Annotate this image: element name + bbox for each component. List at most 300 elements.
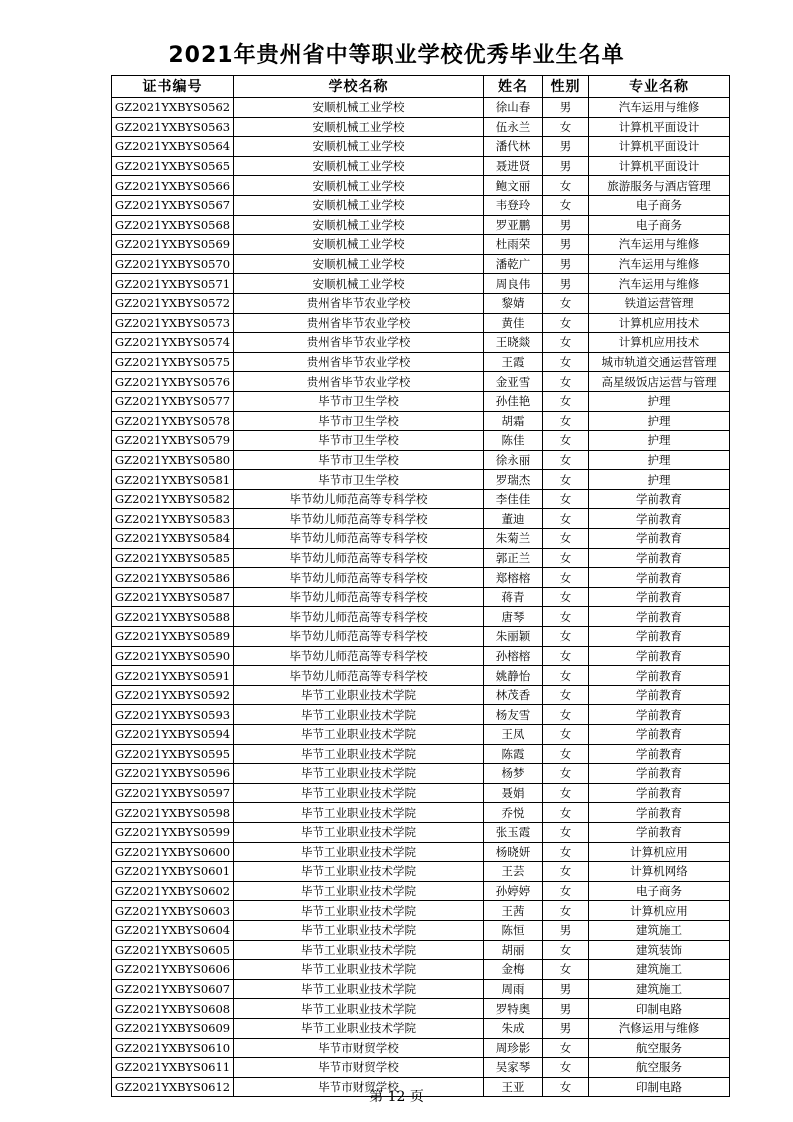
major-cell: 印制电路 [589, 1077, 730, 1097]
school-name-cell: 安顺机械工业学校 [234, 137, 484, 157]
school-name-cell: 安顺机械工业学校 [234, 98, 484, 118]
major-cell: 旅游服务与酒店管理 [589, 176, 730, 196]
cert-number-cell: GZ2021YXBYS0590 [112, 646, 234, 666]
gender-cell: 男 [543, 979, 589, 999]
major-cell: 铁道运营管理 [589, 293, 730, 313]
table-row [112, 803, 730, 823]
student-name-cell: 孙佳艳 [484, 391, 543, 411]
table-row [112, 999, 730, 1019]
school-name-cell: 安顺机械工业学校 [234, 117, 484, 137]
table-row [112, 489, 730, 509]
table-row [112, 156, 730, 176]
page-title: 2021年贵州省中等职业学校优秀毕业生名单 [168, 43, 625, 68]
cert-number-cell: GZ2021YXBYS0567 [112, 195, 234, 215]
student-name-cell: 朱丽颖 [484, 627, 543, 647]
school-name-cell: 毕节市卫生学校 [234, 411, 484, 431]
table-row [112, 117, 730, 137]
major-cell: 计算机网络 [589, 862, 730, 882]
cert-number-cell: GZ2021YXBYS0583 [112, 509, 234, 529]
student-name-cell: 鲍文丽 [484, 176, 543, 196]
cert-number-cell: GZ2021YXBYS0597 [112, 783, 234, 803]
major-cell: 学前教育 [589, 666, 730, 686]
major-cell: 航空服务 [589, 1058, 730, 1078]
cert-number-cell: GZ2021YXBYS0600 [112, 842, 234, 862]
gender-cell: 女 [543, 940, 589, 960]
gender-cell: 女 [543, 607, 589, 627]
major-cell: 汽车运用与维修 [589, 98, 730, 118]
school-name-cell: 毕节幼儿师范高等专科学校 [234, 509, 484, 529]
student-name-cell: 周良伟 [484, 274, 543, 294]
student-name-cell: 朱菊兰 [484, 529, 543, 549]
table-row [112, 725, 730, 745]
student-name-cell: 黄佳 [484, 313, 543, 333]
cert-number-cell: GZ2021YXBYS0579 [112, 431, 234, 451]
gender-cell: 女 [543, 489, 589, 509]
cert-number-cell: GZ2021YXBYS0569 [112, 235, 234, 255]
school-name-cell: 毕节工业职业技术学院 [234, 979, 484, 999]
student-name-cell: 韦登玲 [484, 195, 543, 215]
cert-number-cell: GZ2021YXBYS0586 [112, 568, 234, 588]
table-row [112, 842, 730, 862]
table-row [112, 568, 730, 588]
school-name-cell: 毕节工业职业技术学院 [234, 803, 484, 823]
school-name-cell: 毕节市财贸学校 [234, 1077, 484, 1097]
student-name-cell: 陈霞 [484, 744, 543, 764]
school-name-cell: 毕节工业职业技术学院 [234, 940, 484, 960]
school-name-cell: 毕节工业职业技术学院 [234, 960, 484, 980]
table-row [112, 646, 730, 666]
cert-number-cell: GZ2021YXBYS0612 [112, 1077, 234, 1097]
major-cell: 护理 [589, 450, 730, 470]
cert-number-cell: GZ2021YXBYS0588 [112, 607, 234, 627]
cert-number-cell: GZ2021YXBYS0611 [112, 1058, 234, 1078]
table-row [112, 705, 730, 725]
cert-number-cell: GZ2021YXBYS0575 [112, 352, 234, 372]
gender-cell: 女 [543, 685, 589, 705]
table-row [112, 901, 730, 921]
school-name-cell: 贵州省毕节农业学校 [234, 372, 484, 392]
cert-number-cell: GZ2021YXBYS0585 [112, 548, 234, 568]
major-cell: 印制电路 [589, 999, 730, 1019]
major-cell: 学前教育 [589, 529, 730, 549]
school-name-cell: 毕节工业职业技术学院 [234, 999, 484, 1019]
student-name-cell: 陈佳 [484, 431, 543, 451]
table-row [112, 627, 730, 647]
student-name-cell: 孙榕榕 [484, 646, 543, 666]
school-name-cell: 毕节幼儿师范高等专科学校 [234, 607, 484, 627]
school-name-cell: 毕节幼儿师范高等专科学校 [234, 627, 484, 647]
major-cell: 学前教育 [589, 705, 730, 725]
gender-cell: 女 [543, 960, 589, 980]
major-cell: 建筑装饰 [589, 940, 730, 960]
cert-number-cell: GZ2021YXBYS0591 [112, 666, 234, 686]
gender-cell: 女 [543, 705, 589, 725]
table-row [112, 254, 730, 274]
gender-cell: 女 [543, 313, 589, 333]
student-name-cell: 罗特奥 [484, 999, 543, 1019]
table-row [112, 352, 730, 372]
table-row [112, 509, 730, 529]
gender-cell: 女 [543, 372, 589, 392]
table-row [112, 98, 730, 118]
school-name-cell: 毕节幼儿师范高等专科学校 [234, 568, 484, 588]
cert-number-cell: GZ2021YXBYS0605 [112, 940, 234, 960]
major-cell: 航空服务 [589, 1038, 730, 1058]
student-name-cell: 陈恒 [484, 920, 543, 940]
major-cell: 学前教育 [589, 646, 730, 666]
gender-cell: 女 [543, 529, 589, 549]
student-name-cell: 孙婷婷 [484, 881, 543, 901]
major-cell: 建筑施工 [589, 960, 730, 980]
table-row [112, 450, 730, 470]
cert-number-cell: GZ2021YXBYS0580 [112, 450, 234, 470]
school-name-cell: 毕节工业职业技术学院 [234, 1018, 484, 1038]
student-name-cell: 金梅 [484, 960, 543, 980]
gender-cell: 女 [543, 901, 589, 921]
school-name-cell: 毕节工业职业技术学院 [234, 725, 484, 745]
gender-cell: 男 [543, 137, 589, 157]
table-row [112, 960, 730, 980]
school-name-cell: 毕节工业职业技术学院 [234, 705, 484, 725]
major-cell: 计算机平面设计 [589, 117, 730, 137]
school-name-cell: 毕节工业职业技术学院 [234, 783, 484, 803]
gender-cell: 男 [543, 999, 589, 1019]
gender-cell: 女 [543, 293, 589, 313]
gender-cell: 女 [543, 176, 589, 196]
cert-number-cell: GZ2021YXBYS0578 [112, 411, 234, 431]
gender-cell: 男 [543, 235, 589, 255]
cert-number-cell: GZ2021YXBYS0589 [112, 627, 234, 647]
cert-number-cell: GZ2021YXBYS0587 [112, 587, 234, 607]
student-name-cell: 潘乾广 [484, 254, 543, 274]
student-name-cell: 周雨 [484, 979, 543, 999]
table-row [112, 862, 730, 882]
school-name-cell: 安顺机械工业学校 [234, 176, 484, 196]
cert-number-cell: GZ2021YXBYS0593 [112, 705, 234, 725]
student-name-cell: 郑榕榕 [484, 568, 543, 588]
major-cell: 计算机平面设计 [589, 137, 730, 157]
cert-number-cell: GZ2021YXBYS0577 [112, 391, 234, 411]
student-name-cell: 聂娟 [484, 783, 543, 803]
student-name-cell: 李佳佳 [484, 489, 543, 509]
table-row [112, 235, 730, 255]
table-row [112, 137, 730, 157]
student-name-cell: 徐山春 [484, 98, 543, 118]
major-cell: 学前教育 [589, 685, 730, 705]
gender-cell: 女 [543, 470, 589, 490]
cert-number-cell: GZ2021YXBYS0570 [112, 254, 234, 274]
gender-cell: 女 [543, 411, 589, 431]
student-name-cell: 王晓燚 [484, 333, 543, 353]
student-name-cell: 蒋青 [484, 587, 543, 607]
cert-number-cell: GZ2021YXBYS0572 [112, 293, 234, 313]
table-row [112, 881, 730, 901]
table-row [112, 822, 730, 842]
table-row [112, 470, 730, 490]
school-name-cell: 毕节工业职业技术学院 [234, 822, 484, 842]
gender-cell: 女 [543, 352, 589, 372]
table-row [112, 372, 730, 392]
table-row [112, 685, 730, 705]
student-name-cell: 胡霜 [484, 411, 543, 431]
student-name-cell: 杨梦 [484, 764, 543, 784]
major-cell: 学前教育 [589, 587, 730, 607]
gender-cell: 女 [543, 587, 589, 607]
student-name-cell: 王芸 [484, 862, 543, 882]
table-header-row [112, 76, 730, 98]
major-cell: 学前教育 [589, 509, 730, 529]
cert-number-cell: GZ2021YXBYS0573 [112, 313, 234, 333]
student-name-cell: 金亚雪 [484, 372, 543, 392]
cert-number-cell: GZ2021YXBYS0601 [112, 862, 234, 882]
table-row [112, 195, 730, 215]
major-cell: 护理 [589, 470, 730, 490]
gender-cell: 女 [543, 725, 589, 745]
gender-cell: 男 [543, 156, 589, 176]
school-name-cell: 毕节工业职业技术学院 [234, 685, 484, 705]
school-name-cell: 安顺机械工业学校 [234, 215, 484, 235]
cert-number-cell: GZ2021YXBYS0582 [112, 489, 234, 509]
major-cell: 计算机平面设计 [589, 156, 730, 176]
table-row [112, 920, 730, 940]
table-row [112, 411, 730, 431]
school-name-cell: 毕节工业职业技术学院 [234, 920, 484, 940]
gender-cell: 女 [543, 862, 589, 882]
student-name-cell: 伍永兰 [484, 117, 543, 137]
cert-number-cell: GZ2021YXBYS0566 [112, 176, 234, 196]
school-name-cell: 毕节幼儿师范高等专科学校 [234, 666, 484, 686]
gender-cell: 女 [543, 842, 589, 862]
student-name-cell: 胡丽 [484, 940, 543, 960]
table-row [112, 529, 730, 549]
gender-cell: 女 [543, 783, 589, 803]
student-name-cell: 林茂香 [484, 685, 543, 705]
gender-cell: 女 [543, 646, 589, 666]
student-name-cell: 张玉霞 [484, 822, 543, 842]
table-row [112, 744, 730, 764]
gender-cell: 女 [543, 1038, 589, 1058]
major-cell: 护理 [589, 391, 730, 411]
header-gender: 性别 [543, 76, 589, 98]
cert-number-cell: GZ2021YXBYS0610 [112, 1038, 234, 1058]
school-name-cell: 安顺机械工业学校 [234, 254, 484, 274]
student-name-cell: 王霞 [484, 352, 543, 372]
school-name-cell: 安顺机械工业学校 [234, 156, 484, 176]
student-name-cell: 董迪 [484, 509, 543, 529]
gender-cell: 女 [543, 1058, 589, 1078]
major-cell: 电子商务 [589, 215, 730, 235]
major-cell: 计算机应用 [589, 842, 730, 862]
gender-cell: 女 [543, 744, 589, 764]
table-row [112, 548, 730, 568]
table-row [112, 215, 730, 235]
school-name-cell: 毕节市卫生学校 [234, 391, 484, 411]
student-name-cell: 郭正兰 [484, 548, 543, 568]
gender-cell: 男 [543, 1018, 589, 1038]
major-cell: 学前教育 [589, 489, 730, 509]
major-cell: 学前教育 [589, 548, 730, 568]
student-name-cell: 王亚 [484, 1077, 543, 1097]
school-name-cell: 贵州省毕节农业学校 [234, 352, 484, 372]
major-cell: 高星级饭店运营与管理 [589, 372, 730, 392]
table-row [112, 1018, 730, 1038]
table-row [112, 293, 730, 313]
gender-cell: 女 [543, 548, 589, 568]
school-name-cell: 毕节工业职业技术学院 [234, 881, 484, 901]
gender-cell: 女 [543, 450, 589, 470]
gender-cell: 女 [543, 881, 589, 901]
major-cell: 护理 [589, 411, 730, 431]
table-row [112, 979, 730, 999]
gender-cell: 男 [543, 274, 589, 294]
major-cell: 学前教育 [589, 627, 730, 647]
school-name-cell: 安顺机械工业学校 [234, 235, 484, 255]
student-name-cell: 潘代林 [484, 137, 543, 157]
table-row [112, 940, 730, 960]
cert-number-cell: GZ2021YXBYS0598 [112, 803, 234, 823]
table-row [112, 431, 730, 451]
student-name-cell: 王茜 [484, 901, 543, 921]
cert-number-cell: GZ2021YXBYS0607 [112, 979, 234, 999]
major-cell: 汽车运用与维修 [589, 274, 730, 294]
major-cell: 学前教育 [589, 764, 730, 784]
student-name-cell: 王凤 [484, 725, 543, 745]
cert-number-cell: GZ2021YXBYS0571 [112, 274, 234, 294]
major-cell: 汽车运用与维修 [589, 235, 730, 255]
student-name-cell: 朱成 [484, 1018, 543, 1038]
table-row [112, 607, 730, 627]
gender-cell: 女 [543, 195, 589, 215]
table-row [112, 1038, 730, 1058]
cert-number-cell: GZ2021YXBYS0609 [112, 1018, 234, 1038]
cert-number-cell: GZ2021YXBYS0606 [112, 960, 234, 980]
major-cell: 电子商务 [589, 881, 730, 901]
major-cell: 学前教育 [589, 822, 730, 842]
cert-number-cell: GZ2021YXBYS0602 [112, 881, 234, 901]
table-row [112, 176, 730, 196]
table-row [112, 391, 730, 411]
school-name-cell: 毕节市卫生学校 [234, 431, 484, 451]
table-row [112, 587, 730, 607]
table-row [112, 313, 730, 333]
school-name-cell: 毕节市卫生学校 [234, 470, 484, 490]
major-cell: 汽修运用与维修 [589, 1018, 730, 1038]
gender-cell: 女 [543, 117, 589, 137]
gender-cell: 男 [543, 254, 589, 274]
gender-cell: 女 [543, 431, 589, 451]
major-cell: 学前教育 [589, 783, 730, 803]
table-row [112, 333, 730, 353]
school-name-cell: 毕节工业职业技术学院 [234, 842, 484, 862]
cert-number-cell: GZ2021YXBYS0576 [112, 372, 234, 392]
gender-cell: 女 [543, 627, 589, 647]
gender-cell: 女 [543, 764, 589, 784]
table-row [112, 764, 730, 784]
student-name-cell: 杨晓妍 [484, 842, 543, 862]
school-name-cell: 毕节工业职业技术学院 [234, 764, 484, 784]
table-row [112, 783, 730, 803]
student-name-cell: 唐琴 [484, 607, 543, 627]
gender-cell: 女 [543, 803, 589, 823]
school-name-cell: 毕节市财贸学校 [234, 1058, 484, 1078]
student-name-cell: 乔悦 [484, 803, 543, 823]
student-name-cell: 杨友雪 [484, 705, 543, 725]
major-cell: 建筑施工 [589, 979, 730, 999]
school-name-cell: 毕节市财贸学校 [234, 1038, 484, 1058]
major-cell: 学前教育 [589, 725, 730, 745]
major-cell: 城市轨道交通运营管理 [589, 352, 730, 372]
major-cell: 计算机应用技术 [589, 333, 730, 353]
header-student-name: 姓名 [484, 76, 543, 98]
cert-number-cell: GZ2021YXBYS0599 [112, 822, 234, 842]
major-cell: 学前教育 [589, 568, 730, 588]
student-name-cell: 聂进贤 [484, 156, 543, 176]
table-row [112, 666, 730, 686]
school-name-cell: 毕节工业职业技术学院 [234, 862, 484, 882]
gender-cell: 女 [543, 391, 589, 411]
student-name-cell: 罗亚鹏 [484, 215, 543, 235]
student-name-cell: 吴家琴 [484, 1058, 543, 1078]
header-school-name: 学校名称 [234, 76, 484, 98]
cert-number-cell: GZ2021YXBYS0603 [112, 901, 234, 921]
major-cell: 学前教育 [589, 607, 730, 627]
school-name-cell: 毕节幼儿师范高等专科学校 [234, 489, 484, 509]
school-name-cell: 毕节工业职业技术学院 [234, 744, 484, 764]
cert-number-cell: GZ2021YXBYS0564 [112, 137, 234, 157]
cert-number-cell: GZ2021YXBYS0608 [112, 999, 234, 1019]
school-name-cell: 毕节幼儿师范高等专科学校 [234, 529, 484, 549]
school-name-cell: 贵州省毕节农业学校 [234, 313, 484, 333]
school-name-cell: 毕节幼儿师范高等专科学校 [234, 548, 484, 568]
gender-cell: 女 [543, 333, 589, 353]
school-name-cell: 安顺机械工业学校 [234, 195, 484, 215]
cert-number-cell: GZ2021YXBYS0562 [112, 98, 234, 118]
cert-number-cell: GZ2021YXBYS0592 [112, 685, 234, 705]
gender-cell: 男 [543, 98, 589, 118]
major-cell: 学前教育 [589, 744, 730, 764]
major-cell: 护理 [589, 431, 730, 451]
student-name-cell: 罗瑞杰 [484, 470, 543, 490]
student-name-cell: 杜雨荣 [484, 235, 543, 255]
gender-cell: 男 [543, 215, 589, 235]
cert-number-cell: GZ2021YXBYS0595 [112, 744, 234, 764]
table-body [112, 98, 730, 1097]
cert-number-cell: GZ2021YXBYS0584 [112, 529, 234, 549]
school-name-cell: 毕节幼儿师范高等专科学校 [234, 587, 484, 607]
major-cell: 电子商务 [589, 195, 730, 215]
school-name-cell: 毕节幼儿师范高等专科学校 [234, 646, 484, 666]
cert-number-cell: GZ2021YXBYS0574 [112, 333, 234, 353]
gender-cell: 男 [543, 920, 589, 940]
page-number: 第 12 页 [369, 1089, 424, 1105]
student-name-cell: 姚静怡 [484, 666, 543, 686]
school-name-cell: 毕节工业职业技术学院 [234, 901, 484, 921]
cert-number-cell: GZ2021YXBYS0596 [112, 764, 234, 784]
gender-cell: 女 [543, 1077, 589, 1097]
school-name-cell: 贵州省毕节农业学校 [234, 293, 484, 313]
student-name-cell: 黎婧 [484, 293, 543, 313]
cert-number-cell: GZ2021YXBYS0565 [112, 156, 234, 176]
school-name-cell: 安顺机械工业学校 [234, 274, 484, 294]
cert-number-cell: GZ2021YXBYS0581 [112, 470, 234, 490]
gender-cell: 女 [543, 666, 589, 686]
school-name-cell: 毕节市卫生学校 [234, 450, 484, 470]
cert-number-cell: GZ2021YXBYS0568 [112, 215, 234, 235]
major-cell: 学前教育 [589, 803, 730, 823]
cert-number-cell: GZ2021YXBYS0604 [112, 920, 234, 940]
gender-cell: 女 [543, 509, 589, 529]
school-name-cell: 贵州省毕节农业学校 [234, 333, 484, 353]
